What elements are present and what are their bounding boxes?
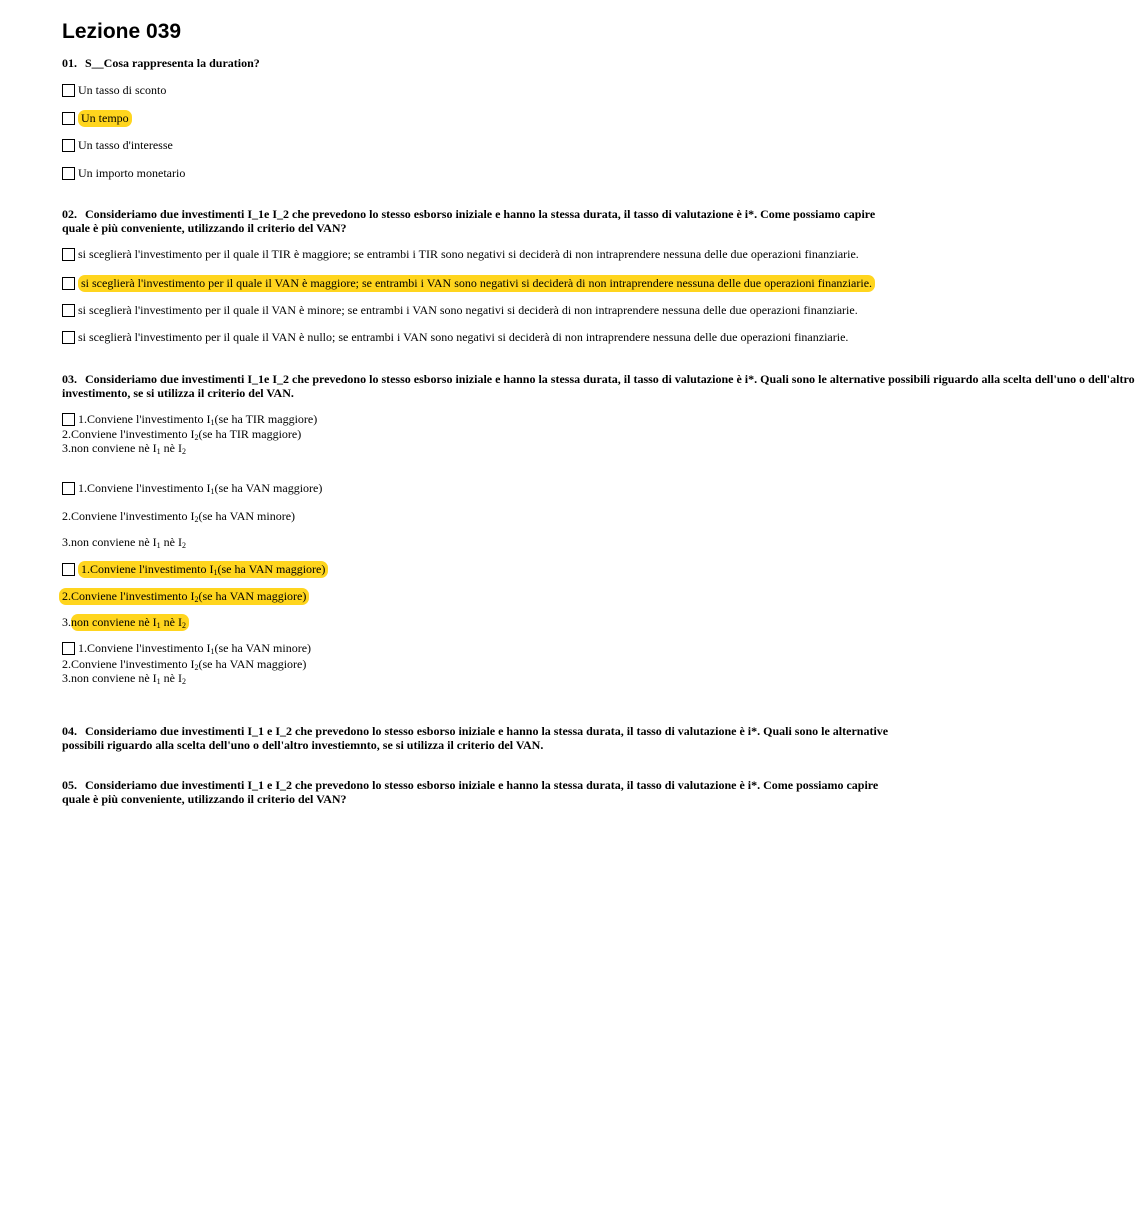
checkbox[interactable] (62, 248, 75, 261)
question-text-line-2: possibili riguardo alla scelta dell'uno o dell'altro investiemnto, se si utilizza il criterio del VAN. (62, 738, 544, 752)
question-5 (62, 778, 878, 806)
q3-option-1[interactable] (62, 412, 317, 426)
option-label: Un tasso di sconto (78, 83, 167, 97)
checkbox[interactable] (62, 112, 75, 125)
question-text-line-2: investimento, se si utilizza il criterio del VAN. (62, 386, 294, 400)
q3-option-1-line-3: 3.non conviene nè $I_1$ nè $I_2$ (62, 441, 186, 456)
q1-option-2[interactable] (62, 110, 132, 127)
q2-option-1[interactable] (62, 247, 859, 261)
option-line: 1.Conviene l'investimento $I_1(se$ ha TIR maggiore) (78, 412, 318, 427)
q3-option-2-line-2: 2.Conviene l'investimento $I_2(se$ ha VAN minore) (62, 509, 296, 524)
q3-option-2-line-3: 3.non conviene nè $I_1$ nè $I_2$ (62, 535, 186, 550)
checkbox[interactable] (62, 304, 75, 317)
q1-option-1[interactable] (62, 83, 166, 97)
q3-option-1-line-2: 2.Conviene l'investimento $I_2(se$ ha TIR maggiore) (62, 427, 302, 442)
q3-option-3-line-2: 2.Conviene l'investimento $I_2(se$ ha VAN maggiore) (59, 589, 309, 603)
question-text-line-1: Consideriamo due investimenti I_1 e I_2 che prevedono lo stesso esborso iniziale e hanno la stessa durata, il tasso di valutazione è i*. Quali sono le alternative (85, 724, 889, 738)
option-label: si sceglierà l'investimento per il quale il TIR è maggiore; se entrambi i TIR sono negativi si deciderà di non intraprendere nessuna delle due operazioni finanziarie. (78, 247, 859, 261)
option-label-highlighted: si sceglierà l'investimento per il quale il VAN è maggiore; se entrambi i VAN sono negativi si deciderà di non intraprendere nessuna delle due operazioni finanziarie. (78, 275, 875, 292)
q3-option-4-line-3: 3.non conviene nè $I_1$ nè $I_2$ (62, 671, 186, 686)
question-number: 03. (62, 372, 77, 386)
question-number: 05. (62, 778, 77, 792)
option-line-highlighted: 1.Conviene l'investimento $I_1(se$ ha VAN maggiore) (78, 561, 328, 578)
question-number: 01. (62, 56, 77, 70)
question-text-line-1: Consideriamo due investimenti I_1e I_2 che prevedono lo stesso esborso iniziale e hanno la stessa durata, il tasso di valutazione è i*. Quali sono le alternative possibili riguardo alla scelta dell'uno o dell'altro (85, 372, 1135, 386)
option-line: 1.Conviene l'investimento $I_1(se$ ha VAN maggiore) (78, 481, 323, 496)
option-label-highlighted: Un tempo (78, 110, 132, 127)
question-text-line-1: Consideriamo due investimenti I_1e I_2 che prevedono lo stesso esborso iniziale e hanno la stessa durata, il tasso di valutazione è i*. Come possiamo capire (85, 207, 876, 221)
question-3 (62, 372, 1135, 400)
q1-option-3[interactable] (62, 138, 173, 152)
checkbox[interactable] (62, 277, 75, 290)
checkbox[interactable] (62, 84, 75, 97)
question-2 (62, 207, 875, 235)
checkbox[interactable] (62, 413, 75, 426)
option-line: 1.Conviene l'investimento $I_1(se$ ha VAN minore) (78, 641, 312, 656)
checkbox[interactable] (62, 139, 75, 152)
question-4 (62, 724, 888, 752)
q1-option-4[interactable] (62, 166, 185, 180)
option-label: si sceglierà l'investimento per il quale il VAN è nullo; se entrambi i VAN sono negativi si deciderà di non intraprendere nessuna delle due operazioni finanziarie. (78, 330, 849, 344)
question-text-line-2: quale è più conveniente, utilizzando il criterio del VAN? (62, 221, 347, 235)
q3-option-2[interactable] (62, 481, 322, 495)
question-text: S__Cosa rappresenta la duration? (85, 56, 260, 70)
page-title: Lezione 039 (62, 20, 182, 43)
question-text-line-2: quale è più conveniente, utilizzando il criterio del VAN? (62, 792, 347, 806)
q2-option-3[interactable] (62, 303, 858, 317)
question-1 (62, 56, 260, 70)
checkbox[interactable] (62, 642, 75, 655)
option-label: si sceglierà l'investimento per il quale il VAN è minore; se entrambi i VAN sono negativi si deciderà di non intraprendere nessuna delle due operazioni finanziarie. (78, 303, 858, 317)
checkbox[interactable] (62, 167, 75, 180)
q2-option-2[interactable] (62, 275, 875, 292)
q3-option-4-line-2: 2.Conviene l'investimento $I_2(se$ ha VAN maggiore) (62, 657, 307, 672)
q3-option-3[interactable] (62, 561, 328, 578)
option-label: Un importo monetario (78, 166, 186, 180)
checkbox[interactable] (62, 331, 75, 344)
checkbox[interactable] (62, 563, 75, 576)
question-number: 02. (62, 207, 77, 221)
question-text-line-1: Consideriamo due investimenti I_1 e I_2 che prevedono lo stesso esborso iniziale e hanno la stessa durata, il tasso di valutazione è i*. Come possiamo capire (85, 778, 879, 792)
option-label: Un tasso d'interesse (78, 138, 173, 152)
q3-option-3-line-3: 3.non conviene nè $I_1$ nè $I_2$ (62, 615, 189, 629)
question-number: 04. (62, 724, 77, 738)
checkbox[interactable] (62, 482, 75, 495)
q2-option-4[interactable] (62, 330, 848, 344)
q3-option-4[interactable] (62, 641, 311, 655)
